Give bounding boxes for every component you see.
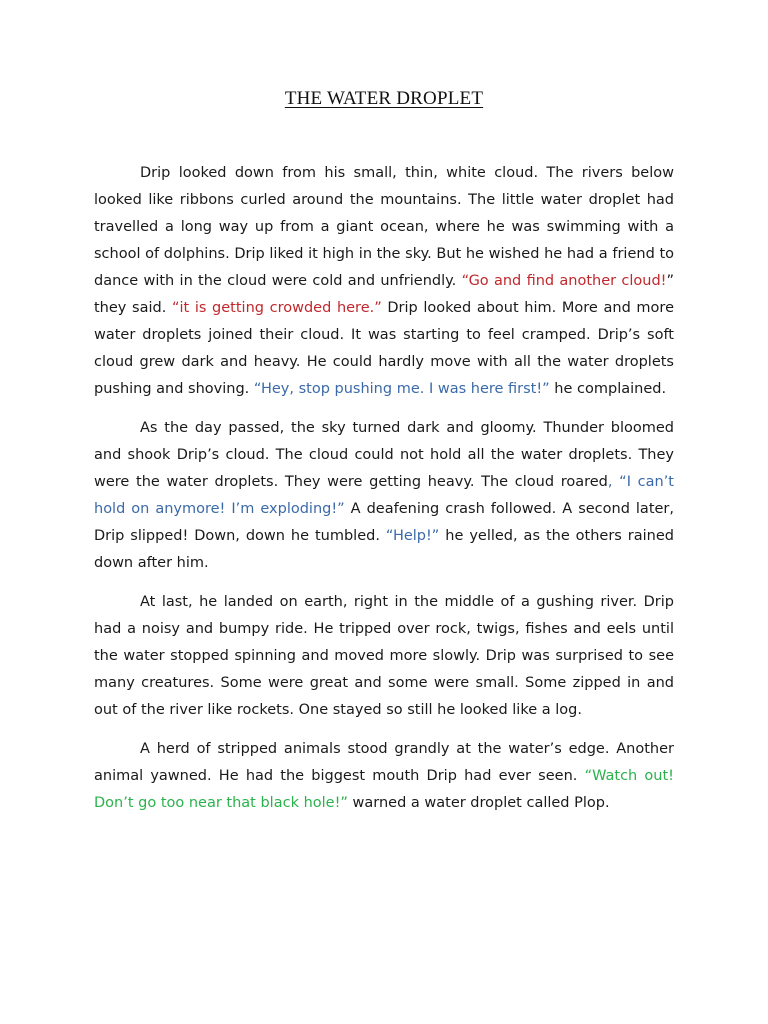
story-body bbox=[94, 160, 674, 829]
dialogue-green: “Watch out! Don’t go too near that black hole!” bbox=[94, 768, 674, 811]
dialogue-red: “Go and find another cloud! bbox=[461, 273, 667, 289]
dialogue-blue: , “I can’t hold on anymore! I’m exploding!” bbox=[94, 474, 674, 517]
dialogue-blue: “Help!” bbox=[385, 528, 440, 544]
narration: Drip looked about him. More and more water droplets joined their cloud. It was starting to feel cramped. Drip’s soft cloud grew dark and heavy. He could hardly move with all the water droplets pushing and shoving. bbox=[94, 300, 674, 397]
narration: Drip looked down from his small, thin, white cloud. The rivers below looked like ribbons curled around the mountains. The little water droplet had travelled a long way up from a giant ocean, where he was swimming with a school of dolphins. Drip liked it high in the sky. But he wished he had a friend to dance with in the cloud were cold and unfriendly. bbox=[94, 165, 674, 289]
narration: ” they said. bbox=[94, 273, 674, 316]
narration: warned a water droplet called Plop. bbox=[347, 795, 610, 811]
narration: he complained. bbox=[549, 381, 667, 397]
story-title: THE WATER DROPLET bbox=[284, 88, 484, 109]
dialogue-blue: “Hey, stop pushing me. I was here first!” bbox=[253, 381, 550, 397]
narration: As the day passed, the sky turned dark and gloomy. Thunder bloomed and shook Drip’s cloud. The cloud could not hold all the water droplets. They were the water droplets. They were getting heavy. The cloud roared bbox=[94, 420, 674, 490]
dialogue-red: “it is getting crowded here.” bbox=[171, 300, 382, 316]
paragraph-2 bbox=[94, 415, 674, 577]
paragraph-3 bbox=[94, 589, 674, 724]
narration: A deafening crash followed. A second later, Drip slipped! Down, down he tumbled. bbox=[94, 501, 674, 544]
paragraph-4 bbox=[94, 736, 674, 817]
paragraph-1 bbox=[94, 160, 674, 403]
narration: A herd of stripped animals stood grandly at the water’s edge. Another animal yawned. He had the biggest mouth Drip had ever seen. bbox=[94, 741, 674, 784]
narration: he yelled, as the others rained down after him. bbox=[94, 528, 674, 571]
narration: At last, he landed on earth, right in the middle of a gushing river. Drip had a noisy and bumpy ride. He tripped over rock, twigs, fishes and eels until the water stopped spinning and moved more slowly. Drip was surprised to see many creatures. Some were great and some were small. Some zipped in and out of the river like rockets. One stayed so still he looked like a log. bbox=[94, 594, 674, 718]
